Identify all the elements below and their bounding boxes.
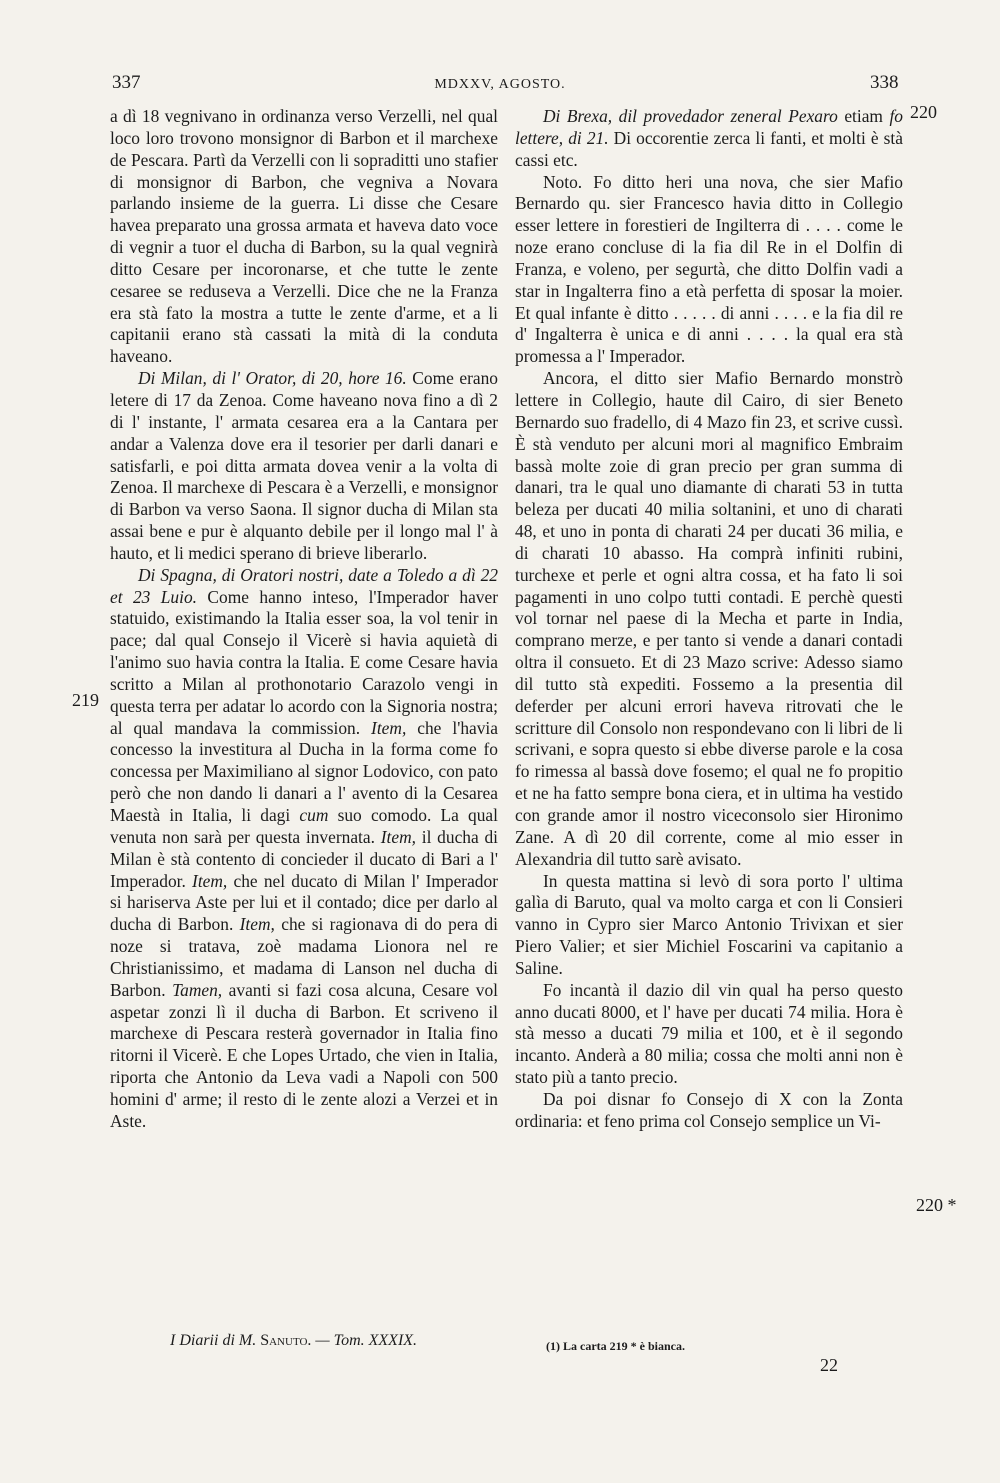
entry-text: Come hanno inteso, l'Imperador haver statuido, existimando la Italia esser soa, la vol tenir in pace; dal qual Consejo il Vicerè si havia aquietà di l'animo suo havia contra la Italia. E come Cesare havia scritto a Milan al prothonotario Carazolo vengi in questa terra per adatar lo acordo con la Signoria nostra; al qual mandava la commission. [110, 586, 498, 738]
footer-title [170, 1332, 417, 1350]
running-title: MDXXV, AGOSTO. [434, 77, 566, 92]
latin-word: Item, [371, 717, 407, 738]
paragraph: Ancora, el ditto sier Mafio Bernardo monstrò lettere in Collegio, haute dil Cairo, di sier Beneto Bernardo suo fradello, di 4 Mazo fin 23, et scrive cussì. È stà venduto per alcuni mori al magnifico Embraim bassà molte zoie di gran precio per gran summa di danari, tra le qual uno diamante di charati 53 in tutta beleza per ducati 40 milia soltanini, et uno di charati 48, et uno in ponta di charati 24 per ducati 36 milia, e di charati 10 abasso. Ha comprà infiniti rubini, turchexe et perle et ogni altra cossa, et ha fato li soi pagamenti in uno colpo tutti contadi. E perchè questi vol tornar nel paese di la Mecha et parte in India, comprano merze, e per tanto si vende a danari contadi oltra il consueto. Et di 23 Mazo scrive: Adesso siamo dil tutto stà expediti. Fossemo a la presentia dil deferder per alcuni errori haveva ritrovati che le scritture dil Consolo non respondevano con li libri de li scrivani, e sopra questo si ebbe diverse parole e la cosa fo rimessa al bassà dove fosemo; el qual ne fo propitio et ne ha fatto sempre bona ciera, et in ultima ha vestido con grande amor il nostro viceconsolo sier Hironimo Zane. A dì 20 dil corrente, come al mio esser in Alexandria dil tutto sarè avisato. [515, 368, 903, 869]
paragraph: In questa mattina si levò di sora porto l' ultima galìa di Baruto, qual va molto carga et con li Consieri vanno in Cypro sier Marco Antonio Trivixan et sier Piero Valier; et sier Michiel Foscarini va capitanio a Saline. [515, 870, 903, 978]
footnote: (1) La carta 219 * è bianca. [546, 1339, 685, 1353]
paragraph: Noto. Fo ditto heri una nova, che sier Mafio Bernardo qu. sier Francesco havia ditto in Collegio esser lettere in forestieri de Ingilterra di . . . . come le noze erano concluse di la fia dil Re in el Dolfin di Franza, e voleno, per segurtà, che ditto Dolfin vadi a star in Ingalterra fino a età perfetta di sposar la moier. Et qual infante è ditto . . . . . di anni . . . . e la fia dil re d' Ingalterra è unica e di anni . . . . la qual era stà promessa a l' Imperador. [515, 171, 903, 367]
entry-text: etiam [837, 106, 890, 126]
paragraph [110, 565, 498, 1133]
latin-word: Tamen, [172, 979, 223, 1000]
latin-word: Item, [239, 914, 275, 935]
margin-ref-right-top: 220 [910, 102, 937, 122]
paragraph: Fo incantà il dazio dil vin qual ha perso questo anno ducati 8000, et l' have per ducati 74 milia. Hora è stà messo a ducati 79 milia et 100, et è il segondo incanto. Anderà a 80 milia; cossa che molti anni non è stato più a tanto precio. [515, 979, 903, 1088]
right-column [515, 106, 903, 1133]
entry-heading: Di Spagna, di Oratori nostri, date a Toledo a dì 22 et 23 Luio. [110, 564, 498, 607]
entry-text: che nel ducato di Milan l' Imperador si hariserva Aste per lui et il contado; dice per darlo al ducha di Barbon. [110, 870, 498, 935]
paragraph: Da poi disnar fo Consejo di X con la Zonta ordinaria: et feno prima col Consejo semplice un Vi- [515, 1088, 903, 1131]
entry-heading: Di Brexa, dil provedador zeneral Pexaro [543, 106, 838, 126]
right-page-number: 338 [870, 72, 899, 93]
footer-title-part: I Diarii di M. [170, 1332, 257, 1349]
margin-ref-left: 219 [72, 690, 99, 710]
footer-title-author: Sanuto. [260, 1332, 312, 1349]
entry-text: che l'havia concesso la investitura al Ducha in la forma come fo concessa per Maximiliano al signor Lodovico, con pato però che non dando li danari a l' avento di la Cesarea Maestà in Italia, li dagi [110, 717, 498, 825]
paragraph: a dì 18 vegnivano in ordinanza verso Verzelli, nel qual loco loro trovono monsignor di Barbon et il marchexe de Pescara. Partì da Verzelli con li sopraditti uno stafier di monsignor di Barbon, che vegniva a Novara parlando insieme de la guerra. Li disse che Cesare havea preparato una grossa armata et haveva dato voce di vegnir a tuor el ducha di Barbon, su la qual vegnirà ditto Cesare per incoronarse, et che tutte le zente cesaree se reduseva a Verzelli. Dice che ne la Franza era stà fato la mostra a tutte le zente d'arme, et a li capitanii erano stà cassati la mità di la conduta haveano. [110, 106, 498, 367]
paragraph [515, 106, 903, 172]
left-column [110, 106, 498, 1133]
entry-text: che si ragionava di do pera di noze si tratava, zoè madama Lionora nel re Christianissimo, et madama di Lanson nel ducha di Barbon. [110, 914, 498, 1000]
latin-word: Item, [192, 870, 228, 891]
entry-text: Di occorentie zerca li fanti, et molti è stà cassi etc. [515, 127, 903, 170]
entry-heading: Di Milan, di l' Orator, di 20, hore 16. [138, 368, 407, 389]
paragraph [110, 368, 498, 565]
entry-heading: fo lettere, di 21. [515, 106, 903, 148]
signature-mark: 22 [820, 1355, 838, 1375]
entry-text: avanti si fazi cosa alcuna, Cesare vol aspetar zonzi lì il ducha di Barbon. Et scriveno il marchexe di Pescara resterà governador in Italia fino ritorni il Vicerè. E che Lopes Urtado, che vien in Italia, riporta che Antonio da Leva vadi a Napoli con 500 homini d' arme; il resto di le zente alozi a Verzei et in Aste. [110, 979, 498, 1131]
footer-title-volume: — Tom. XXXIX. [315, 1332, 418, 1349]
entry-text: Come erano letere di 17 da Zenoa. Come haveano nova fino a dì 2 di l' instante, l' armata cesarea era a la Cantara per andar a Valenza dove era il tesorier per darli danari e satisfarli, e poi ditta armata dovea venir a la volta di Zenoa. Il marchexe di Pescara è a Verzelli, e monsignor di Barbon va verso Saona. Il signor ducha di Milan sta assai bene e pur è alquanto debile per il longo mal l' à hauto, et li medici sperano di brieve liberarlo. [110, 368, 499, 563]
latin-word: Item, [380, 826, 416, 847]
left-page-number: 337 [112, 72, 141, 93]
latin-word: cum [299, 805, 329, 825]
entry-text: il ducha di Milan è stà contento di concieder il ducato di Bari a l' Imperador. [110, 826, 499, 891]
entry-text: suo comodo. La qual venuta non sarà per questa invernata. [110, 805, 498, 847]
margin-ref-right-bottom: 220 * [916, 1195, 957, 1215]
